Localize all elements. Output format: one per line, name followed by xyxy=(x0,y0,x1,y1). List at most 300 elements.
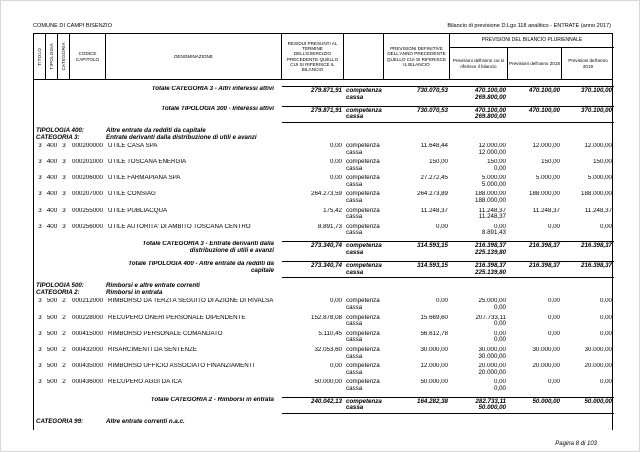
table-row xyxy=(34,143,612,157)
cell-codice-capitolo: 000201000 xyxy=(72,159,103,166)
cell-previsione-2019: 0,00 xyxy=(599,298,612,305)
cell-denominazione: UTILE PUBLIACQUA xyxy=(108,207,168,214)
cell-residui: 50.000,00 xyxy=(314,378,342,385)
section-description: Altre entrate da redditi da capitale xyxy=(106,127,206,135)
report-title: Bilancio di previsione D.Lgs 118 analitico - ENTRATE (anno 2017) xyxy=(447,23,611,29)
cell-previsione-2018: 150,00 xyxy=(541,159,560,166)
fase-competenza: competenza xyxy=(346,175,380,182)
cell-tipologia: 500 xyxy=(46,362,58,369)
cell-previsione-2019: 150,00 xyxy=(593,159,612,166)
cell-fase xyxy=(344,106,384,124)
fase-cassa: cassa xyxy=(346,165,363,173)
section-description: Rimborsi e altre entrate correnti xyxy=(106,282,200,290)
cell-fase xyxy=(344,208,384,222)
cell-previsione-anno-riferimento xyxy=(450,241,508,257)
cell-previsione-anno-riferimento xyxy=(450,159,508,173)
column-header-anno-2019: Previsioni dell'anno 2019 xyxy=(568,58,608,69)
cell-fase xyxy=(344,363,384,377)
cell-previsione-2018: 188.000,00 xyxy=(529,191,560,198)
fase-competenza: competenza xyxy=(346,346,380,353)
fase-cassa: cassa xyxy=(346,197,363,205)
cell-codice-capitolo xyxy=(70,261,106,279)
cell-codice-capitolo xyxy=(70,241,106,257)
column-header-codice-capitolo: CODICE CAPITOLO xyxy=(70,34,106,79)
fase-cassa: cassa xyxy=(346,93,364,101)
cell-denominazione: RISARCIMENTI DA SENTENZE xyxy=(108,346,198,353)
valore-cassa: 8.891,43 xyxy=(481,229,506,237)
valore-cassa: 5.000,00 xyxy=(481,181,506,189)
cell-previsione-anno-riferimento xyxy=(450,175,508,189)
valore-cassa: 0,00 xyxy=(493,320,506,328)
cell-denominazione: UTILE CONSIAG xyxy=(108,191,156,198)
fase-competenza: competenza xyxy=(346,378,380,385)
column-group-pluriennale: PREVISIONI DEL BILANCIO PLURIENNALE xyxy=(450,34,614,48)
cell-previsione-2019: 11.248,37 xyxy=(584,207,612,214)
valore-competenza: 216.398,37 xyxy=(475,261,506,269)
cell-denominazione: RECUPERO AGGI DA ICA xyxy=(108,378,182,385)
fase-cassa: cassa xyxy=(346,336,363,344)
cell-titolo: 3 xyxy=(38,314,42,321)
table-row xyxy=(34,363,612,377)
cell-fase xyxy=(344,241,384,257)
cell-titolo xyxy=(34,106,46,124)
cell-tipologia: 400 xyxy=(46,207,58,214)
cell-residui: 240.042,13 xyxy=(282,397,344,415)
fase-cassa: cassa xyxy=(346,113,364,121)
cell-denominazione: UTILE TOSCANA ENERGIA xyxy=(108,159,187,166)
section-header-row xyxy=(34,127,612,141)
cell-previsione-2018: 0,00 xyxy=(547,330,560,337)
cell-previsione-2018: 470.100,00 xyxy=(508,86,562,102)
valore-competenza: 282.733,11 xyxy=(475,397,506,405)
cell-codice-capitolo xyxy=(70,397,106,415)
fase-competenza: competenza xyxy=(346,223,380,230)
cell-titolo: 3 xyxy=(38,346,42,353)
cell-codice-capitolo xyxy=(70,86,106,102)
cell-residui: 279.871,91 xyxy=(282,86,344,102)
valore-competenza: 20.000,00 xyxy=(478,362,506,369)
cell-titolo: 3 xyxy=(38,191,42,198)
valore-cassa: 50.000,00 xyxy=(478,404,506,412)
fase-cassa: cassa xyxy=(346,213,363,221)
table-header xyxy=(33,33,613,80)
cell-previsioni-definitive: 164.282,38 xyxy=(384,397,450,415)
cell-categoria xyxy=(58,86,70,102)
valore-competenza: 188.000,00 xyxy=(475,191,506,198)
valore-cassa: 12.000,00 xyxy=(478,148,506,156)
cell-previsione-2018: 0,00 xyxy=(547,314,560,321)
cell-codice-capitolo: 000212000 xyxy=(72,298,103,305)
cell-categoria: 3 xyxy=(62,143,66,150)
cell-categoria: 3 xyxy=(62,175,66,182)
cell-categoria: 2 xyxy=(62,346,66,353)
cell-codice-capitolo: 000435000 xyxy=(72,362,103,369)
cell-tipologia xyxy=(46,86,58,102)
valore-competenza: 216.398,37 xyxy=(475,242,506,250)
fase-competenza: competenza xyxy=(346,106,382,114)
cell-previsione-anno-riferimento xyxy=(450,363,508,377)
document-header xyxy=(1,1,639,33)
table-row xyxy=(34,331,612,345)
cell-codice-capitolo: 000432000 xyxy=(72,346,103,353)
cell-previsione-2018: 11.248,37 xyxy=(532,207,560,214)
cell-previsioni-definitive: 11.648,44 xyxy=(420,143,448,150)
section-code: CATEGORIA 3: xyxy=(36,134,80,142)
total-row xyxy=(34,86,612,102)
valore-cassa: 0,00 xyxy=(493,165,506,173)
cell-previsioni-definitive: 15.669,60 xyxy=(420,314,448,321)
cell-codice-capitolo: 000256000 xyxy=(72,223,103,230)
cell-previsione-anno-riferimento xyxy=(450,191,508,205)
fase-cassa: cassa xyxy=(346,352,363,360)
cell-codice-capitolo: 000200000 xyxy=(72,143,103,150)
fase-competenza: competenza xyxy=(346,397,382,405)
valore-competenza: 12.000,00 xyxy=(478,143,506,150)
cell-tipologia: 400 xyxy=(46,175,58,182)
cell-previsione-2019: 216.398,37 xyxy=(562,261,614,279)
valore-cassa: 0,00 xyxy=(493,304,506,312)
cell-fase xyxy=(344,379,384,393)
cell-categoria xyxy=(58,241,70,257)
cell-titolo: 3 xyxy=(38,330,42,337)
cell-tipologia xyxy=(46,397,58,415)
section-line xyxy=(34,282,612,289)
cell-residui: 273.340,74 xyxy=(282,261,344,279)
cell-previsione-2019: 188.000,00 xyxy=(581,191,612,198)
total-label: Totale CATEGORIA 2 - Rimborsi in entrata xyxy=(150,396,274,403)
table-body xyxy=(33,80,613,430)
valore-competenza: 30.000,00 xyxy=(478,346,506,353)
cell-categoria: 2 xyxy=(62,378,66,385)
section-code: CATEGORIA 2: xyxy=(36,289,80,297)
cell-categoria: 2 xyxy=(62,362,66,369)
section-line xyxy=(34,127,612,134)
cell-tipologia: 500 xyxy=(46,346,58,353)
total-row xyxy=(34,241,612,257)
budget-table xyxy=(33,33,613,430)
cell-categoria: 2 xyxy=(62,314,66,321)
cell-categoria xyxy=(58,106,70,124)
total-label: Totale CATEGORIA 3 - Entrate derivanti dalla distribuzione di utili e avanzi xyxy=(142,241,274,255)
cell-titolo: 3 xyxy=(38,143,42,150)
column-header-tipologia: TIPOLOGIA xyxy=(46,34,58,79)
cell-previsione-2018: 470.100,00 xyxy=(508,106,562,124)
fase-competenza: competenza xyxy=(346,143,380,150)
cell-previsioni-definitive: 730.070,53 xyxy=(384,86,450,102)
cell-previsione-2019: 0,00 xyxy=(599,378,612,385)
table-row xyxy=(34,347,612,361)
valore-cassa: 11.248,37 xyxy=(478,213,506,221)
total-row xyxy=(34,397,612,415)
cell-residui: 279.871,91 xyxy=(282,106,344,124)
fase-competenza: competenza xyxy=(346,242,382,250)
table-row xyxy=(34,315,612,329)
cell-fase xyxy=(344,143,384,157)
cell-titolo xyxy=(34,241,46,257)
cell-denominazione: RIMBORSO PERSONALE COMANDATO xyxy=(108,330,223,337)
fase-competenza: competenza xyxy=(346,87,382,94)
column-header-titolo: TITOLO xyxy=(34,34,46,79)
cell-categoria: 2 xyxy=(62,330,66,337)
valore-cassa: 0,00 xyxy=(493,384,506,392)
section-line xyxy=(34,289,612,296)
total-label: Totale CATEGORIA 3 - Altri interessi attivi xyxy=(151,86,274,92)
cell-previsione-2019: 0,00 xyxy=(599,223,612,230)
fase-cassa: cassa xyxy=(346,304,363,312)
cell-previsione-anno-riferimento xyxy=(450,397,508,415)
cell-tipologia xyxy=(46,261,58,279)
cell-tipologia xyxy=(46,106,58,124)
cell-previsione-anno-riferimento xyxy=(450,331,508,345)
valore-cassa: 20.000,00 xyxy=(478,368,506,376)
cell-previsione-2019: 216.398,37 xyxy=(562,241,614,257)
cell-residui: 0,00 xyxy=(329,159,342,166)
cell-previsioni-definitive: 12.000,00 xyxy=(420,362,448,369)
cell-fase xyxy=(344,175,384,189)
cell-denominazione: RIMBORSO DA TERZI A SEGUITO DI AZIONE DI RIVALSA xyxy=(108,298,274,305)
cell-previsione-anno-riferimento xyxy=(450,315,508,329)
cell-previsione-anno-riferimento xyxy=(450,379,508,393)
fase-cassa: cassa xyxy=(346,268,364,276)
cell-codice-capitolo xyxy=(70,106,106,124)
cell-titolo xyxy=(34,86,46,102)
cell-residui: 0,00 xyxy=(329,143,342,150)
cell-previsione-anno-riferimento xyxy=(450,298,508,312)
cell-tipologia: 400 xyxy=(46,191,58,198)
fase-cassa: cassa xyxy=(346,148,363,156)
cell-previsione-2019: 370.100,00 xyxy=(562,86,614,102)
valore-competenza: 5.000,00 xyxy=(481,175,506,182)
cell-previsione-2018: 50.000,00 xyxy=(508,397,562,415)
cell-codice-capitolo: 000436000 xyxy=(72,378,103,385)
column-header-previsioni-definitive: PREVISIONI DEFINITIVE DELL'ANNO PRECEDENTE QUELLO CUI SI RIFERISCE IL BILANCIO xyxy=(384,34,450,79)
cell-denominazione: RIMBORSO UFFICIO ASSOCIATO FINANZIAMENTI xyxy=(108,362,255,369)
cell-fase xyxy=(344,298,384,312)
column-header-residui: RESIDUI PRESUNTI AL TERMINE DELL'ESERCIZIO PRECEDENTE QUELLO CUI SI RIFERISCE IL BILANCIO xyxy=(282,34,344,79)
cell-residui: 264.273,59 xyxy=(311,191,342,198)
cell-previsione-2019: 370.100,00 xyxy=(562,106,614,124)
total-label: Totale TIPOLOGIA 400 - Altre entrate da redditi da capitale xyxy=(128,260,274,274)
cell-residui: 175,42 xyxy=(323,207,342,214)
cell-titolo xyxy=(34,397,46,415)
total-row xyxy=(34,261,612,279)
cell-denominazione: RECUPERO ONERI PERSONALE DIPENDENTE xyxy=(108,314,246,321)
column-header-denominazione: DENOMINAZIONE xyxy=(106,34,282,79)
fase-cassa: cassa xyxy=(346,229,363,237)
table-row xyxy=(34,175,612,189)
cell-previsioni-definitive: 56.612,78 xyxy=(420,330,448,337)
column-header-anno-riferimento: Previsioni dell'anno cui si riferisce il bilancio xyxy=(450,48,508,79)
cell-categoria: 3 xyxy=(62,223,66,230)
cell-residui: 0,00 xyxy=(329,175,342,182)
cell-tipologia: 500 xyxy=(46,314,58,321)
cell-codice-capitolo: 000228000 xyxy=(72,314,103,321)
cell-previsione-2019: 12.000,00 xyxy=(584,143,612,150)
cell-fase xyxy=(344,191,384,205)
valore-competenza: 470.100,00 xyxy=(475,106,506,114)
cell-codice-capitolo: 000206000 xyxy=(72,175,103,182)
cell-categoria: 3 xyxy=(62,207,66,214)
valore-cassa: 269.800,00 xyxy=(475,93,506,101)
fase-competenza: competenza xyxy=(346,362,380,369)
valore-cassa: 0,00 xyxy=(493,336,506,344)
table-row xyxy=(34,208,612,222)
cell-previsione-2018: 0,00 xyxy=(547,223,560,230)
cell-codice-capitolo: 000207000 xyxy=(72,191,103,198)
table-row xyxy=(34,379,612,393)
cell-residui: 32.053,60 xyxy=(314,346,342,353)
cell-denominazione: UTILE FARMAPIANA SPA xyxy=(108,175,181,182)
cell-fase xyxy=(344,159,384,173)
cell-fase xyxy=(344,261,384,279)
section-description: Rimborsi in entrata xyxy=(106,289,163,297)
cell-categoria: 2 xyxy=(62,298,66,305)
section-code: TIPOLOGIA 500: xyxy=(36,282,84,290)
cell-previsione-2018: 216.398,37 xyxy=(508,241,562,257)
cell-previsioni-definitive: 30.000,00 xyxy=(420,346,448,353)
cell-previsioni-definitive: 264.273,89 xyxy=(417,191,448,198)
fase-cassa: cassa xyxy=(346,249,364,257)
cell-previsioni-definitive: 314.593,15 xyxy=(384,261,450,279)
cell-previsione-2018: 12.000,00 xyxy=(532,143,560,150)
fase-cassa: cassa xyxy=(346,320,363,328)
cell-codice-capitolo: 000255000 xyxy=(72,207,103,214)
cell-categoria xyxy=(58,261,70,279)
fase-competenza: competenza xyxy=(346,159,380,166)
cell-denominazione: UTILE AUTORITA' DI AMBITO TOSCANA CENTRO xyxy=(108,223,251,230)
cell-categoria: 3 xyxy=(62,191,66,198)
cell-categoria xyxy=(58,397,70,415)
valore-competenza: 25.000,00 xyxy=(478,298,506,305)
cell-previsioni-definitive: 314.593,15 xyxy=(384,241,450,257)
cell-denominazione: UTILE CASA SPA xyxy=(108,143,158,150)
cell-previsioni-definitive: 0,00 xyxy=(435,298,448,305)
cell-previsioni-definitive: 27.272,45 xyxy=(420,175,448,182)
page-number: Pagina 8 di 103 xyxy=(555,441,597,448)
cell-residui: 273.340,74 xyxy=(282,241,344,257)
cell-previsione-2018: 0,00 xyxy=(547,298,560,305)
cell-tipologia: 400 xyxy=(46,159,58,166)
fase-competenza: competenza xyxy=(346,191,380,198)
valore-cassa: 269.800,00 xyxy=(475,113,506,121)
cell-previsione-anno-riferimento xyxy=(450,86,508,102)
cell-tipologia: 400 xyxy=(46,143,58,150)
fase-cassa: cassa xyxy=(346,384,363,392)
cell-previsioni-definitive: 50.000,00 xyxy=(420,378,448,385)
valore-competenza: 0,00 xyxy=(493,378,506,385)
section-line xyxy=(34,418,612,425)
cell-fase xyxy=(344,331,384,345)
cell-titolo: 3 xyxy=(38,378,42,385)
column-header-categoria: CATEGORIA xyxy=(58,34,70,79)
cell-previsione-2019: 50.000,00 xyxy=(562,397,614,415)
cell-fase xyxy=(344,397,384,415)
cell-tipologia: 500 xyxy=(46,298,58,305)
fase-competenza: competenza xyxy=(346,314,380,321)
fase-competenza: competenza xyxy=(346,207,380,214)
fase-competenza: competenza xyxy=(346,330,380,337)
cell-previsione-anno-riferimento xyxy=(450,224,508,238)
table-row xyxy=(34,159,612,173)
cell-residui: 0,00 xyxy=(329,362,342,369)
total-label: Totale TIPOLOGIA 300 - Interessi attivi xyxy=(161,105,274,112)
cell-tipologia: 500 xyxy=(46,378,58,385)
cell-fase xyxy=(344,86,384,102)
cell-previsione-2019: 0,00 xyxy=(599,330,612,337)
cell-previsioni-definitive: 150,00 xyxy=(429,159,448,166)
cell-previsione-2019: 30.000,00 xyxy=(584,346,612,353)
cell-previsioni-definitive: 11.248,37 xyxy=(420,207,448,214)
table-row xyxy=(34,224,612,238)
cell-previsione-2018: 5.000,00 xyxy=(535,175,560,182)
cell-residui: 0,00 xyxy=(329,298,342,305)
cell-tipologia: 500 xyxy=(46,330,58,337)
valore-competenza: 11.248,37 xyxy=(478,207,506,214)
cell-tipologia xyxy=(46,241,58,257)
section-code: CATEGORIA 99: xyxy=(36,418,84,426)
cell-titolo: 3 xyxy=(38,159,42,166)
cell-previsione-2019: 20.000,00 xyxy=(584,362,612,369)
cell-titolo: 3 xyxy=(38,223,42,230)
cell-categoria: 3 xyxy=(62,159,66,166)
cell-codice-capitolo: 000415000 xyxy=(72,330,103,337)
cell-previsione-anno-riferimento xyxy=(450,106,508,124)
fase-cassa: cassa xyxy=(346,404,364,412)
valore-competenza: 470.100,00 xyxy=(475,87,506,94)
cell-residui: 5.110,45 xyxy=(318,330,342,337)
cell-titolo: 3 xyxy=(38,362,42,369)
section-line xyxy=(34,134,612,141)
section-header-row xyxy=(34,282,612,296)
cell-previsione-anno-riferimento xyxy=(450,261,508,279)
municipality-title: COMUNE DI CAMPI BISENZIO xyxy=(33,23,112,29)
cell-previsione-2018: 20.000,00 xyxy=(532,362,560,369)
fase-cassa: cassa xyxy=(346,368,363,376)
column-header-anno-2018: Previsioni dell'anno 2018 xyxy=(508,48,562,79)
valore-competenza: 0,00 xyxy=(493,223,506,230)
cell-previsione-anno-riferimento xyxy=(450,208,508,222)
cell-residui: 152.878,08 xyxy=(311,314,342,321)
cell-previsione-2019: 5.000,00 xyxy=(587,175,612,182)
cell-fase xyxy=(344,315,384,329)
section-header-row xyxy=(34,418,612,425)
column-header-fase xyxy=(344,34,384,79)
cell-titolo: 3 xyxy=(38,207,42,214)
table-row xyxy=(34,191,612,205)
section-description: Altre entrate correnti n.a.c. xyxy=(106,418,185,426)
cell-previsione-anno-riferimento xyxy=(450,143,508,157)
fase-cassa: cassa xyxy=(346,181,363,189)
cell-residui: 8.891,73 xyxy=(317,223,342,230)
cell-previsione-anno-riferimento xyxy=(450,347,508,361)
cell-previsione-2018: 30.000,00 xyxy=(532,346,560,353)
cell-titolo xyxy=(34,261,46,279)
valore-cassa: 225.139,80 xyxy=(475,249,506,257)
valore-cassa: 30.000,00 xyxy=(478,352,506,360)
cell-fase xyxy=(344,224,384,238)
cell-previsioni-definitive: 0,00 xyxy=(435,223,448,230)
valore-competenza: 0,00 xyxy=(493,330,506,337)
cell-fase xyxy=(344,347,384,361)
fase-competenza: competenza xyxy=(346,261,382,269)
total-row xyxy=(34,106,612,124)
cell-previsione-2018: 0,00 xyxy=(547,378,560,385)
valore-competenza: 207.733,11 xyxy=(475,314,506,321)
valore-cassa: 225.139,80 xyxy=(475,268,506,276)
cell-titolo: 3 xyxy=(38,298,42,305)
section-code: TIPOLOGIA 400: xyxy=(36,127,84,135)
cell-titolo: 3 xyxy=(38,175,42,182)
